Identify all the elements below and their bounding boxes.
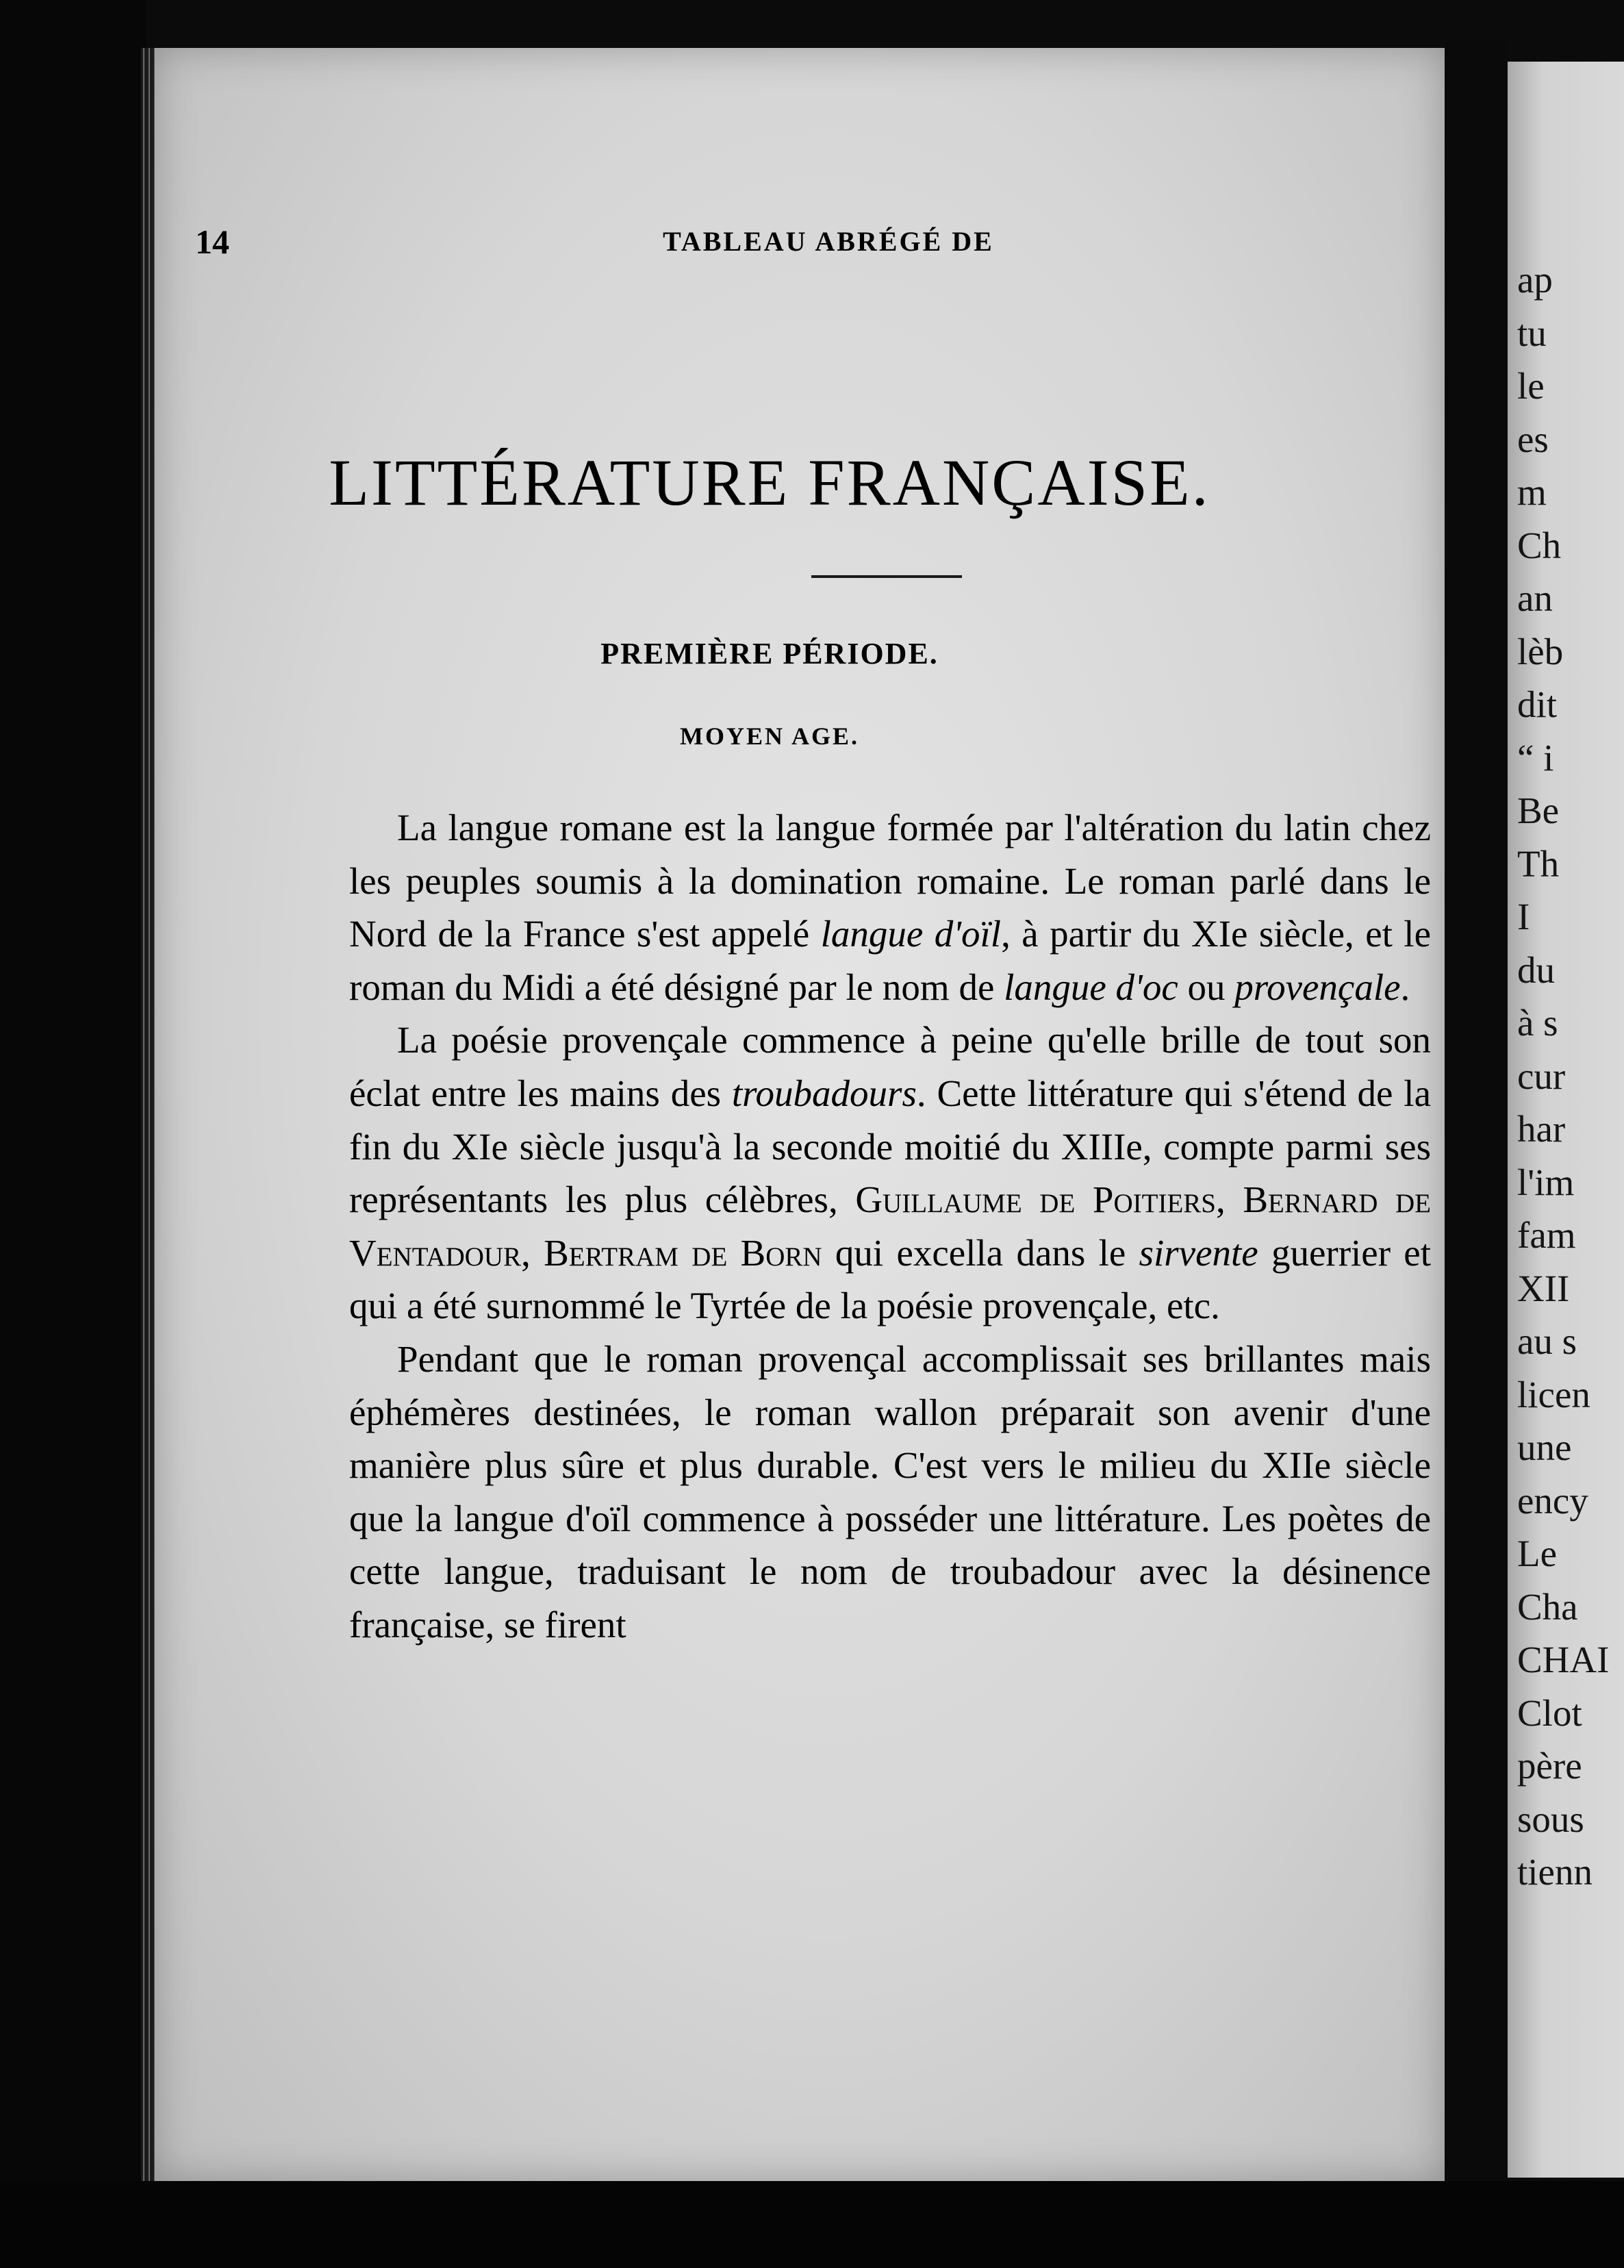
adjacent-page-line: sous: [1517, 1798, 1584, 1840]
adjacent-page-line: du: [1517, 948, 1555, 991]
period-heading: PREMIÈRE PÉRIODE.: [600, 637, 939, 670]
adjacent-page-line: l'im: [1517, 1161, 1575, 1203]
adjacent-page-fragment: [1508, 62, 1624, 2178]
running-head: [0, 218, 1624, 266]
adjacent-page-line: “ i: [1517, 736, 1554, 779]
adjacent-page-line: une: [1517, 1426, 1572, 1468]
page-gutter: [1445, 41, 1508, 2184]
adjacent-page-line: XII: [1517, 1267, 1570, 1309]
paragraph-2: La poésie provençale commence à peine qu'elle brille de tout son éclat entre les mains des troubadours. Cette littérature qui s'étend de la fin du XIe siècle jusqu'à la seconde moitié du XIIIe, compte parmi ses représentants les plus célèbres, Guillaume de Poitiers, Bernard de Ventadour, Bertram de Born qui excella dans le sirvente guerrier et qui a été surnommé le Tyrtée de la poésie provençale, etc.: [349, 1019, 1432, 1327]
adjacent-page-line: lèb: [1517, 630, 1564, 672]
adjacent-page-line: ency: [1517, 1479, 1588, 1522]
adjacent-page-line: es: [1517, 418, 1549, 460]
adjacent-page-line: à s: [1517, 1002, 1558, 1044]
adjacent-page-line: an: [1517, 577, 1553, 619]
adjacent-page-line: Ch: [1517, 524, 1562, 566]
author-name: Guillaume de Poitiers: [855, 1179, 1216, 1221]
paragraph-3: Pendant que le roman provençal accomplissait ses brillantes mais éphémères destinées, le roman wallon préparait son avenir d'une manière plus sûre et plus durable. C'est vers le milieu du XIIe siècle que la langue d'oïl commence à posséder une littérature. Les poètes de cette langue, traduisant le nom de troubadour avec la désinence française, se firent: [349, 1337, 1431, 1646]
adjacent-page-line: Cha: [1517, 1585, 1578, 1628]
adjacent-page-line: Clot: [1517, 1691, 1582, 1734]
author-name: Bernard de Ventadour: [349, 1179, 1431, 1274]
adjacent-page-line: au s: [1517, 1320, 1577, 1362]
adjacent-page-line: tienn: [1517, 1851, 1593, 1893]
running-title: TABLEAU ABRÉGÉ DE: [663, 226, 994, 257]
body-text: [349, 801, 1431, 1652]
adjacent-page-line: I: [1517, 896, 1530, 937]
adjacent-page-line: fam: [1517, 1214, 1576, 1256]
scan-border-bottom: [0, 2181, 1624, 2268]
author-name: Bertram de Born: [544, 1231, 822, 1274]
adjacent-page-line: Be: [1517, 790, 1560, 831]
adjacent-page-line: licen: [1517, 1373, 1590, 1415]
adjacent-page-line: Th: [1517, 842, 1560, 885]
adjacent-page-line: le: [1517, 365, 1545, 407]
adjacent-page-line: Le: [1517, 1533, 1558, 1574]
main-title: LITTÉRATURE FRANÇAISE.: [329, 446, 1210, 519]
adjacent-page-line: CHAI: [1517, 1639, 1610, 1680]
adjacent-page-line: tu: [1517, 312, 1547, 354]
adjacent-page-line: har: [1517, 1108, 1566, 1150]
adjacent-page-line: ap: [1517, 259, 1553, 301]
adjacent-page-line: dit: [1517, 683, 1558, 725]
adjacent-page-line: père: [1517, 1745, 1582, 1787]
adjacent-page-line: m: [1517, 471, 1547, 513]
page-number: 14: [195, 223, 229, 261]
scan-border-left: [0, 0, 147, 2268]
adjacent-page-line: cur: [1517, 1055, 1566, 1097]
title-rule: [811, 575, 962, 578]
era-heading: MOYEN AGE.: [679, 722, 859, 750]
paragraph-1: La langue romane est la langue formée par l'altération du latin chez les peuples soumis à la domination romaine. Le roman parlé dans le Nord de la France s'est appelé langue d'oïl, à partir du XIe siècle, et le roman du Midi a été désigné par le nom de langue d'oc ou provençale.: [349, 807, 1431, 1008]
